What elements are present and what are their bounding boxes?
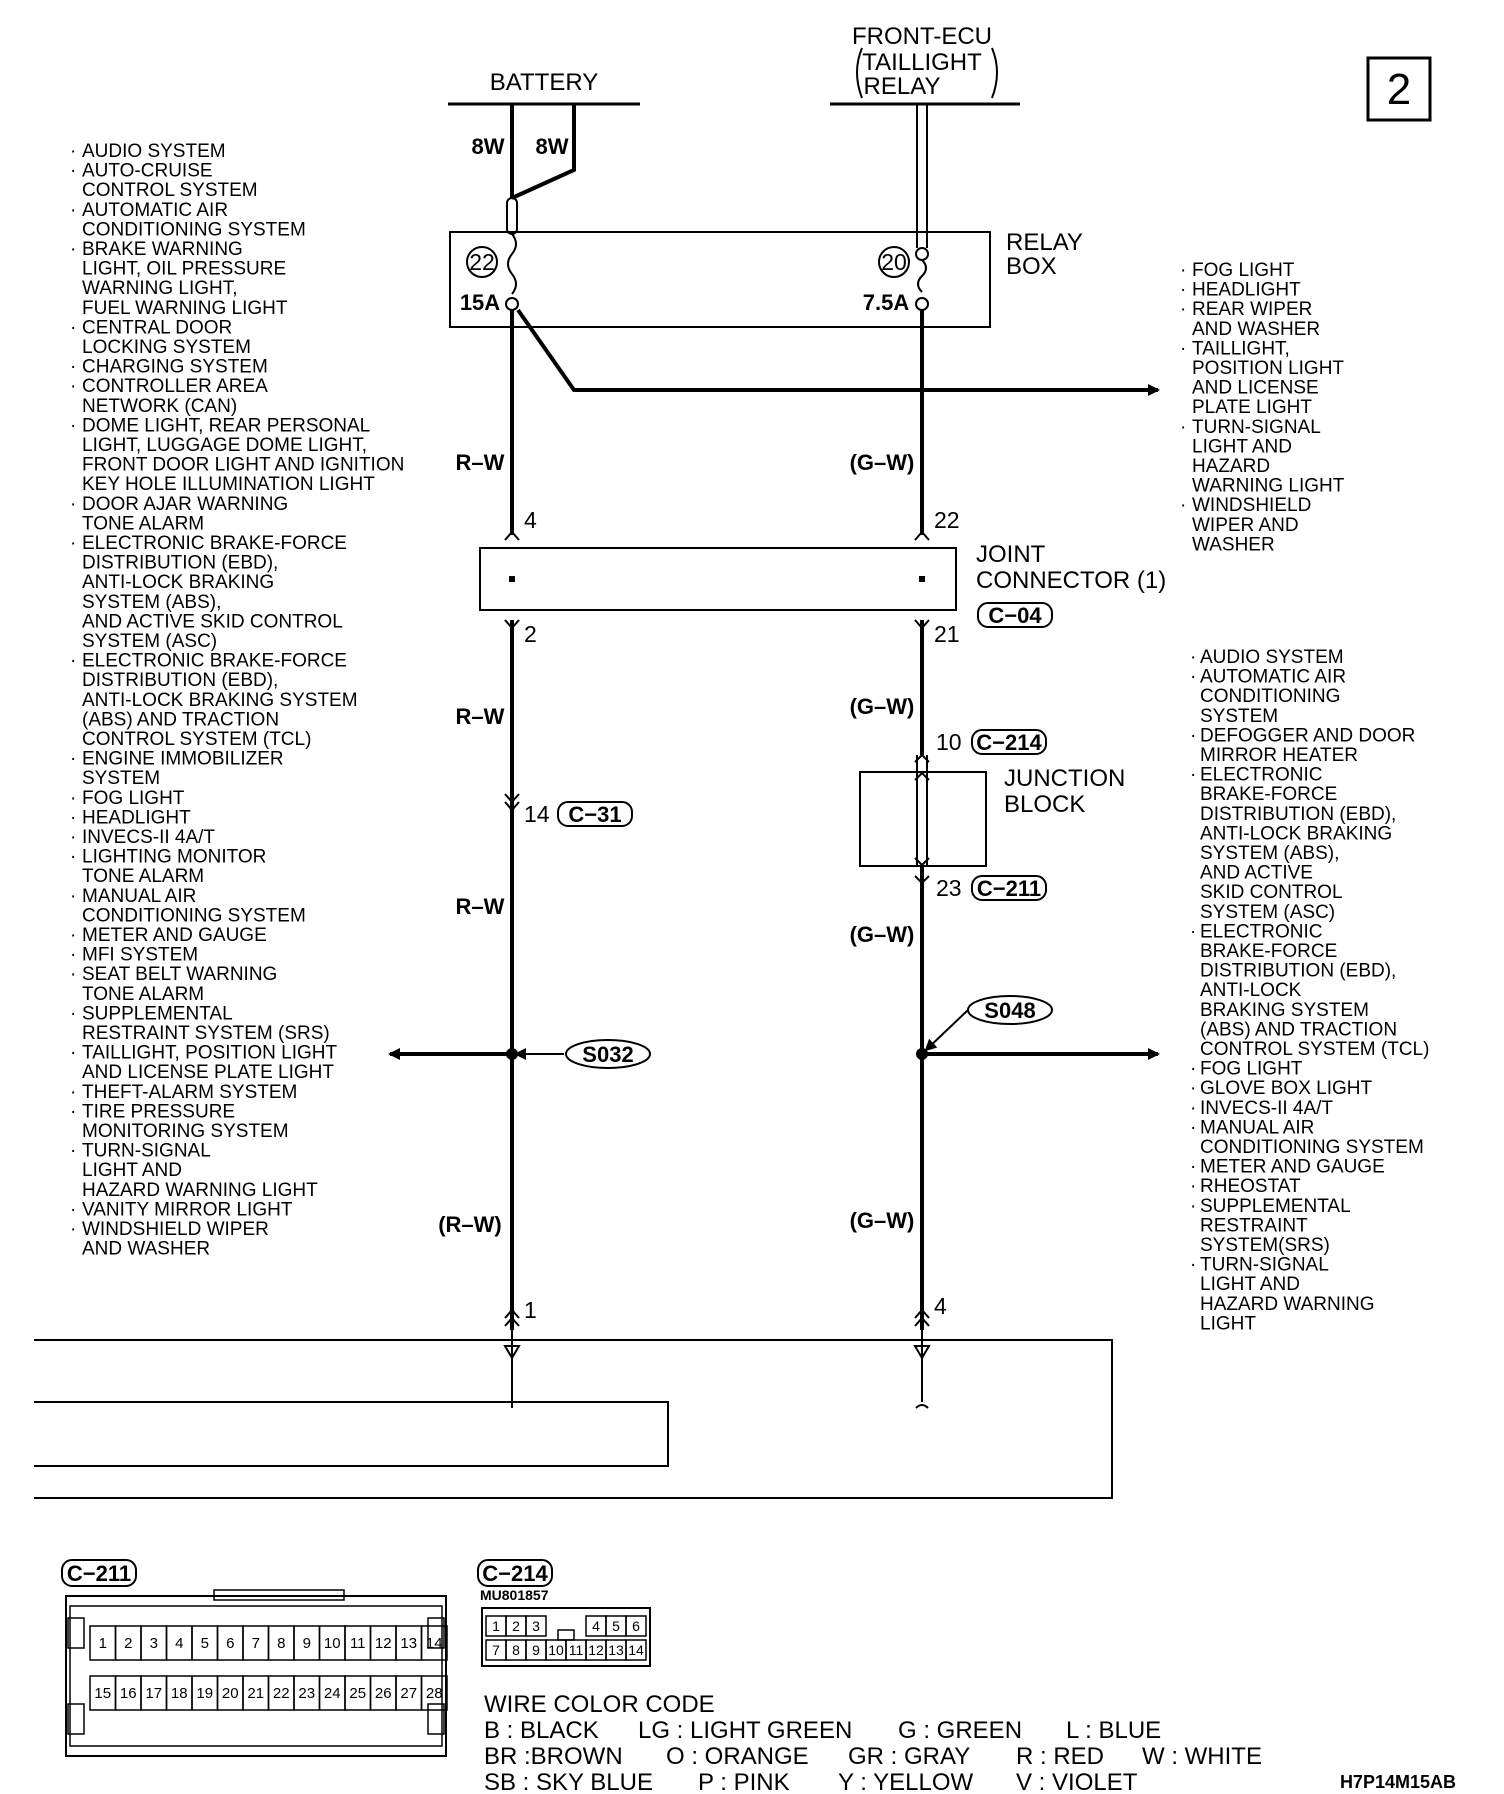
left-system-item: DISTRIBUTION (EBD),: [82, 670, 279, 692]
pin-right-21: 21: [934, 621, 960, 647]
right-main-wire: [916, 310, 928, 1408]
left-system-item: HEADLIGHT: [82, 807, 191, 829]
left-system-item: AUTO-CRUISE: [82, 160, 213, 182]
right-top-system-item: WASHER: [1192, 534, 1275, 556]
right-bottom-system-bullet: ·: [1190, 921, 1197, 943]
fuse-left-amp: 15A: [459, 290, 501, 315]
c211-pin-label: 4: [175, 1635, 184, 1652]
left-system-item: (ABS) AND TRACTION: [82, 709, 280, 731]
connector-c31: [505, 794, 632, 827]
left-system-item: SYSTEM: [82, 768, 161, 790]
c211-pin-label: 25: [349, 1685, 367, 1702]
color-p: P : PINK: [698, 1769, 790, 1794]
left-system-item: CONTROLLER AREA: [82, 376, 268, 398]
color-sb: SB : SKY BLUE: [484, 1769, 653, 1794]
pin-left-1: 1: [524, 1297, 537, 1323]
c211-pin-label: 27: [400, 1685, 418, 1702]
right-bottom-system-item: DEFOGGER AND DOOR: [1200, 725, 1416, 747]
c211-pin-label: 14: [425, 1635, 443, 1652]
right-bottom-system-bullet: ·: [1190, 1078, 1197, 1100]
right-bottom-system-item: CONTROL SYSTEM (TCL): [1200, 1039, 1430, 1060]
relay-box-label-2: BOX: [1006, 253, 1057, 280]
c214-key: [558, 1630, 574, 1640]
left-system-bullet: ·: [70, 1199, 77, 1221]
page-badge-number: 2: [1386, 65, 1412, 114]
left-system-bullet: ·: [70, 827, 77, 848]
right-bottom-system-item: MANUAL AIR: [1200, 1117, 1315, 1139]
c211-pin-label: 28: [425, 1685, 443, 1702]
right-bottom-system-item: RHEOSTAT: [1200, 1176, 1301, 1198]
left-system-item: LOCKING SYSTEM: [82, 337, 251, 358]
right-bottom-system-item: HAZARD WARNING: [1200, 1293, 1375, 1315]
left-system-item: CONDITIONING SYSTEM: [82, 905, 306, 927]
joint-connector-label-1: JOINT: [976, 541, 1046, 568]
fuse-left-number: 22: [469, 249, 495, 275]
left-system-item: MANUAL AIR: [82, 885, 197, 907]
left-system-item: TONE ALARM: [82, 866, 205, 888]
relay-label: RELAY: [863, 73, 941, 100]
wire-label-rw-1: R–W: [455, 450, 505, 475]
left-system-bullet: ·: [70, 748, 77, 770]
right-top-system-item: HAZARD: [1192, 456, 1271, 477]
right-top-system-item: PLATE LIGHT: [1192, 397, 1313, 419]
joint-connector-label-2: CONNECTOR (1): [976, 567, 1167, 594]
left-system-item: SUPPLEMENTAL: [82, 1003, 233, 1025]
left-system-item: TIRE PRESSURE: [82, 1101, 236, 1123]
left-system-item: WARNING LIGHT,: [82, 278, 238, 300]
right-bottom-system-item: (ABS) AND TRACTION: [1200, 1019, 1398, 1041]
right-bottom-system-item: SUPPLEMENTAL: [1200, 1195, 1351, 1217]
left-system-bullet: ·: [70, 356, 77, 378]
left-system-item: LIGHT, LUGGAGE DOME LIGHT,: [82, 435, 368, 456]
left-system-bullet: ·: [70, 1081, 77, 1103]
front-ecu-wires: [917, 104, 927, 248]
pin-left-2: 2: [524, 621, 537, 647]
c211-pin-label: 23: [298, 1685, 316, 1702]
wire-label-gw-4: (G–W): [849, 1208, 915, 1233]
left-system-item: METER AND GAUGE: [82, 925, 267, 946]
left-system-bullet: ·: [70, 925, 77, 946]
right-top-system-item: LIGHT AND: [1192, 436, 1292, 458]
right-top-system-item: TAILLIGHT,: [1192, 338, 1290, 360]
c214-pin-label: 1: [492, 1618, 500, 1634]
c211-pin-label: 21: [247, 1685, 265, 1702]
legend-c211: [62, 1560, 447, 1756]
right-top-system-item: TURN-SIGNAL: [1192, 416, 1321, 438]
right-top-system-bullet: ·: [1180, 279, 1187, 301]
right-bottom-system-item: SYSTEM: [1200, 705, 1279, 727]
c211-pin-label: 26: [374, 1685, 392, 1702]
fuse-right-symbol: [918, 260, 926, 292]
junction-block-label-1: JUNCTION: [1004, 765, 1126, 792]
c211-pin-label: 9: [302, 1635, 311, 1652]
left-system-item: CENTRAL DOOR: [82, 317, 233, 339]
right-top-system-bullet: ·: [1180, 338, 1187, 360]
page-badge: [1368, 58, 1430, 120]
wire-label-rw-4: (R–W): [438, 1212, 502, 1237]
left-system-item: ENGINE IMMOBILIZER: [82, 748, 284, 770]
s032-label: S032: [582, 1042, 634, 1067]
wire-8w-b: 8W: [535, 134, 569, 159]
legend-c214-part: MU801857: [480, 1587, 549, 1603]
c211-pin-label: 5: [200, 1635, 209, 1652]
c214-pin-grid: [486, 1616, 646, 1660]
right-bottom-system-item: ELECTRONIC: [1200, 921, 1323, 943]
right-bottom-system-item: CONDITIONING SYSTEM: [1200, 1137, 1424, 1158]
c214-pin-label: 14: [628, 1642, 644, 1658]
c214-pin-label: 9: [532, 1642, 540, 1658]
left-system-item: SYSTEM (ASC): [82, 631, 218, 652]
wire-label-gw-2: (G–W): [849, 694, 915, 719]
pin-right-4: 4: [934, 1293, 947, 1319]
right-bottom-system-item: BRAKE-FORCE: [1200, 941, 1338, 962]
junction-block: [860, 729, 1125, 901]
left-system-bullet: ·: [70, 1042, 77, 1064]
left-system-item: CHARGING SYSTEM: [82, 356, 268, 378]
splice-s048: [916, 996, 1158, 1060]
right-top-system-item: HEADLIGHT: [1192, 279, 1301, 301]
left-system-item: NETWORK (CAN): [82, 395, 238, 417]
left-system-item: AND LICENSE PLATE LIGHT: [82, 1062, 334, 1084]
wire-color-code-title: WIRE COLOR CODE: [484, 1691, 715, 1718]
c211-pin-label: 6: [226, 1635, 235, 1652]
right-top-system-item: REAR WIPER: [1192, 299, 1313, 321]
c211-pin-label: 15: [94, 1685, 112, 1702]
junction-block-label-2: BLOCK: [1004, 791, 1086, 818]
relay-box: [450, 198, 1083, 327]
right-bottom-system-bullet: ·: [1190, 725, 1197, 747]
c211-pin-label: 18: [170, 1685, 188, 1702]
legend-c211-title: C−211: [66, 1561, 132, 1586]
left-system-item: SEAT BELT WARNING: [82, 964, 278, 986]
right-top-system-item: WARNING LIGHT: [1192, 475, 1345, 497]
right-top-system-bullet: ·: [1180, 260, 1187, 281]
right-top-system-bullet: ·: [1180, 299, 1187, 321]
left-system-bullet: ·: [70, 160, 77, 182]
right-bottom-system-item: SKID CONTROL: [1200, 882, 1343, 904]
figure-id: H7P14M15AB: [1339, 1772, 1456, 1792]
left-system-item: SYSTEM (ABS),: [82, 591, 222, 613]
left-system-item: MFI SYSTEM: [82, 944, 199, 966]
c211-pin-label: 1: [98, 1635, 107, 1652]
left-system-bullet: ·: [70, 885, 77, 907]
c211-pin-label: 7: [251, 1635, 260, 1652]
right-top-system-bullet: ·: [1180, 495, 1187, 517]
right-bottom-system-item: GLOVE BOX LIGHT: [1200, 1078, 1373, 1100]
wire-label-gw-1: (G–W): [849, 450, 915, 475]
left-system-bullet: ·: [70, 141, 77, 162]
left-system-item: THEFT-ALARM SYSTEM: [82, 1081, 298, 1103]
paren-right: [992, 48, 997, 98]
c211-pin-label: 24: [323, 1685, 341, 1702]
left-system-item: INVECS-II 4A/T: [82, 827, 216, 848]
right-top-systems-list: [1180, 260, 1345, 555]
left-systems-list: [70, 141, 404, 1260]
right-bottom-system-item: ANTI-LOCK BRAKING: [1200, 823, 1393, 845]
left-system-bullet: ·: [70, 376, 77, 398]
left-system-item: AND WASHER: [82, 1238, 211, 1260]
right-bottom-system-item: METER AND GAUGE: [1200, 1156, 1385, 1178]
left-system-item: WINDSHIELD WIPER: [82, 1219, 269, 1240]
right-top-system-item: WINDSHIELD: [1192, 495, 1312, 517]
color-gr: GR : GRAY: [848, 1743, 971, 1770]
color-v: V : VIOLET: [1016, 1769, 1138, 1794]
bottom-unit: [34, 1340, 1112, 1498]
pin-right-23: 23: [936, 875, 962, 901]
pin-right-22: 22: [934, 507, 960, 533]
right-top-system-item: WIPER AND: [1192, 514, 1299, 536]
left-system-item: LIGHT AND: [82, 1160, 182, 1182]
right-bottom-system-item: TURN-SIGNAL: [1200, 1254, 1329, 1276]
right-bottom-system-item: FOG LIGHT: [1200, 1058, 1303, 1080]
fuse-left-symbol: [508, 234, 516, 294]
c211-pin-label: 22: [272, 1685, 290, 1702]
left-system-item: ELECTRONIC BRAKE-FORCE: [82, 650, 347, 672]
right-bottom-system-item: LIGHT: [1200, 1313, 1256, 1335]
wire-label-gw-3: (G–W): [849, 922, 915, 947]
left-system-bullet: ·: [70, 944, 77, 966]
left-system-bullet: ·: [70, 1003, 77, 1025]
left-system-item: LIGHTING MONITOR: [82, 846, 267, 868]
left-system-item: AND ACTIVE SKID CONTROL: [82, 611, 343, 633]
left-system-item: ELECTRONIC BRAKE-FORCE: [82, 533, 347, 554]
right-bottom-system-item: AND ACTIVE: [1200, 862, 1313, 884]
left-system-item: MONITORING SYSTEM: [82, 1121, 289, 1142]
left-system-item: ANTI-LOCK BRAKING SYSTEM: [82, 689, 358, 711]
left-system-item: VANITY MIRROR LIGHT: [82, 1199, 293, 1221]
left-system-bullet: ·: [70, 493, 77, 515]
right-bottom-system-bullet: ·: [1190, 666, 1197, 688]
taillight-label: TAILLIGHT: [862, 49, 982, 76]
left-system-bullet: ·: [70, 239, 77, 260]
right-top-system-item: FOG LIGHT: [1192, 260, 1295, 281]
left-system-item: TURN-SIGNAL: [82, 1140, 211, 1162]
c211-pin-label: 20: [221, 1685, 239, 1702]
wire-8w-a: 8W: [471, 134, 505, 159]
front-ecu-label: FRONT-ECU: [852, 23, 992, 50]
relay-box-label-1: RELAY: [1006, 229, 1083, 256]
fuse-right-number: 20: [881, 249, 907, 275]
c211-pin-label: 3: [149, 1635, 158, 1652]
c211-pin-label: 16: [119, 1685, 137, 1702]
color-o: O : ORANGE: [666, 1743, 809, 1770]
right-bottom-system-item: MIRROR HEATER: [1200, 745, 1358, 766]
left-system-bullet: ·: [70, 533, 77, 554]
right-bottom-system-item: INVECS-II 4A/T: [1200, 1097, 1334, 1119]
c214-pin-label: 7: [492, 1642, 500, 1658]
left-system-item: TONE ALARM: [82, 513, 205, 535]
c214-pin-label: 10: [548, 1642, 564, 1658]
fuse-right-amp: 7.5A: [862, 290, 910, 315]
left-system-bullet: ·: [70, 317, 77, 339]
c211-pin-label: 12: [374, 1635, 392, 1652]
color-br: BR :BROWN: [484, 1743, 623, 1770]
right-bottom-system-item: SYSTEM (ASC): [1200, 901, 1336, 923]
c214-pin-label: 2: [512, 1618, 520, 1634]
c214-pin-label: 4: [592, 1618, 600, 1634]
s048-label: S048: [984, 998, 1036, 1023]
color-r: R : RED: [1016, 1743, 1105, 1770]
left-system-item: DISTRIBUTION (EBD),: [82, 552, 279, 574]
c214-pin-label: 8: [512, 1642, 520, 1658]
right-bottom-system-item: AUTOMATIC AIR: [1200, 666, 1347, 688]
left-system-bullet: ·: [70, 846, 77, 868]
left-system-item: FRONT DOOR LIGHT AND IGNITION: [82, 454, 405, 476]
right-bottom-system-item: BRAKING SYSTEM: [1200, 999, 1369, 1021]
left-system-bullet: ·: [70, 964, 77, 986]
left-system-bullet: ·: [70, 1140, 77, 1162]
battery-wires: [472, 104, 575, 198]
color-w: W : WHITE: [1142, 1743, 1262, 1770]
joint-connector-code: C−04: [988, 603, 1042, 628]
c211-pin-label: 8: [277, 1635, 286, 1652]
c211-pin-label: 11: [349, 1635, 366, 1652]
right-top-system-item: POSITION LIGHT: [1192, 358, 1345, 379]
color-lg: LG : LIGHT GREEN: [638, 1717, 853, 1744]
left-system-item: TONE ALARM: [82, 983, 205, 1005]
left-system-bullet: ·: [70, 415, 77, 437]
pin-left-4: 4: [524, 507, 537, 533]
right-bottom-system-item: SYSTEM (ABS),: [1200, 843, 1340, 864]
left-system-bullet: ·: [70, 807, 77, 829]
wire-label-rw-2: R–W: [455, 704, 505, 729]
left-system-item: FUEL WARNING LIGHT: [82, 297, 288, 319]
color-y: Y : YELLOW: [838, 1769, 974, 1794]
c214-pin-label: 13: [608, 1642, 624, 1658]
left-system-item: DOOR AJAR WARNING: [82, 493, 289, 515]
wire-color-code: [484, 1691, 1262, 1794]
c31-code: C−31: [568, 802, 622, 827]
legend-c214-title: C−214: [482, 1561, 548, 1586]
right-top-system-item: AND WASHER: [1192, 318, 1321, 340]
left-system-item: LIGHT, OIL PRESSURE: [82, 258, 287, 280]
c211-pin-grid: [90, 1626, 447, 1710]
left-system-item: HAZARD WARNING LIGHT: [82, 1179, 318, 1201]
right-bottom-system-item: AUDIO SYSTEM: [1200, 647, 1344, 668]
legend-c214: [478, 1560, 650, 1666]
battery-label: BATTERY: [489, 69, 599, 96]
c211-pin-label: 17: [145, 1685, 163, 1702]
c211-pin-label: 10: [323, 1635, 341, 1652]
right-bottom-system-bullet: ·: [1190, 1117, 1197, 1139]
color-g: G : GREEN: [898, 1717, 1023, 1744]
branch-right-top: [518, 310, 1158, 390]
left-system-item: AUDIO SYSTEM: [82, 141, 226, 162]
c214-pin-label: 11: [568, 1642, 584, 1658]
left-system-item: DOME LIGHT, REAR PERSONAL: [82, 415, 371, 437]
left-system-item: FOG LIGHT: [82, 787, 185, 809]
front-ecu-source: [830, 23, 1020, 104]
right-bottom-system-item: ANTI-LOCK: [1200, 980, 1302, 1002]
color-b: B : BLACK: [484, 1717, 599, 1744]
right-bottom-system-bullet: ·: [1190, 1254, 1197, 1276]
c214-pin-label: 3: [532, 1618, 540, 1634]
color-l: L : BLUE: [1066, 1717, 1162, 1744]
left-system-item: AUTOMATIC AIR: [82, 199, 229, 221]
left-system-bullet: ·: [70, 199, 77, 221]
right-bottom-system-bullet: ·: [1190, 1097, 1197, 1119]
right-bottom-system-item: ELECTRONIC: [1200, 764, 1323, 786]
pin-right-10: 10: [936, 729, 962, 755]
right-bottom-system-item: SYSTEM(SRS): [1200, 1235, 1330, 1256]
left-system-item: ANTI-LOCK BRAKING: [82, 572, 275, 594]
c211-code: C−211: [976, 876, 1042, 901]
left-system-item: CONTROL SYSTEM (TCL): [82, 729, 312, 750]
left-system-bullet: ·: [70, 650, 77, 672]
c214-pin-label: 5: [612, 1618, 620, 1634]
right-bottom-system-bullet: ·: [1190, 764, 1197, 786]
left-system-item: CONTROL SYSTEM: [82, 180, 258, 202]
fuse-left-top: [507, 198, 517, 234]
right-top-system-item: AND LICENSE: [1192, 377, 1319, 399]
c214-pin-label: 6: [632, 1618, 640, 1634]
right-bottom-system-bullet: ·: [1190, 1176, 1197, 1198]
c214-code: C−214: [976, 730, 1042, 755]
left-system-item: RESTRAINT SYSTEM (SRS): [82, 1023, 330, 1044]
right-bottom-systems-list: [1190, 647, 1429, 1334]
right-bottom-system-bullet: ·: [1190, 1156, 1197, 1178]
c211-pin-label: 19: [196, 1685, 214, 1702]
right-bottom-system-item: BRAKE-FORCE: [1200, 784, 1338, 806]
pin-left-14: 14: [524, 801, 550, 827]
splice-s032: [390, 1040, 650, 1068]
right-bottom-system-item: DISTRIBUTION (EBD),: [1200, 803, 1397, 825]
left-system-item: TAILLIGHT, POSITION LIGHT: [82, 1042, 338, 1064]
left-system-bullet: ·: [70, 787, 77, 809]
c214-pin-label: 12: [588, 1642, 604, 1658]
right-bottom-system-bullet: ·: [1190, 1058, 1197, 1080]
right-bottom-system-bullet: ·: [1190, 647, 1197, 668]
right-bottom-system-item: LIGHT AND: [1200, 1274, 1300, 1296]
wire-label-rw-3: R–W: [455, 894, 505, 919]
right-bottom-system-item: DISTRIBUTION (EBD),: [1200, 960, 1397, 982]
right-bottom-system-bullet: ·: [1190, 1195, 1197, 1217]
right-bottom-system-item: CONDITIONING: [1200, 686, 1341, 708]
left-system-item: BRAKE WARNING: [82, 239, 243, 260]
c211-pin-label: 13: [400, 1635, 418, 1652]
left-system-bullet: ·: [70, 1219, 77, 1240]
battery-source: [448, 69, 640, 104]
c211-pin-label: 2: [124, 1635, 133, 1652]
left-system-item: CONDITIONING SYSTEM: [82, 219, 306, 241]
joint-connector: [480, 532, 1166, 628]
right-bottom-system-item: RESTRAINT: [1200, 1215, 1308, 1237]
left-system-bullet: ·: [70, 1101, 77, 1123]
left-system-item: KEY HOLE ILLUMINATION LIGHT: [82, 474, 375, 496]
right-top-system-bullet: ·: [1180, 416, 1187, 438]
